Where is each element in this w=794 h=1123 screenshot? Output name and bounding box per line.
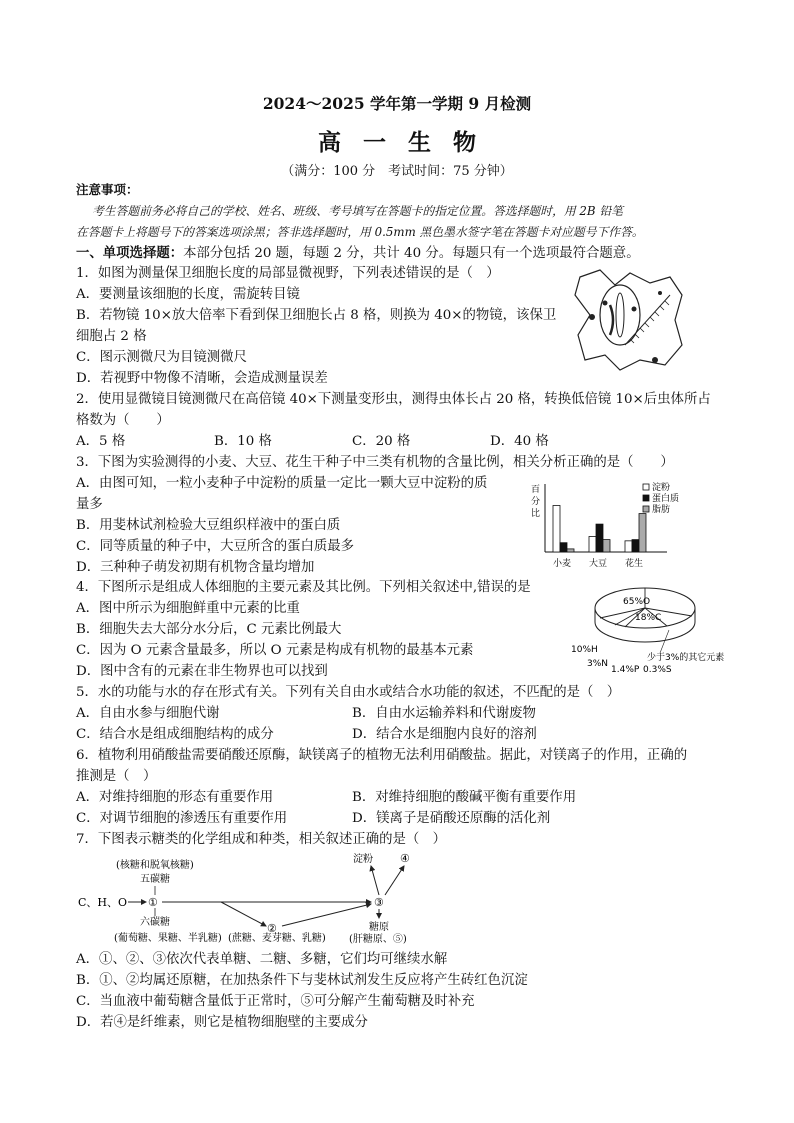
q3-option-d: D．三种种子萌发初期有机物含量均增加 — [76, 560, 315, 575]
q4-option-b: B．细胞失去大部分水分后，C 元素比例最大 — [76, 622, 342, 637]
bar-1-2 — [603, 540, 610, 552]
q1-option-c: C．图示测微尺为目镜测微尺 — [76, 350, 247, 365]
q7-option-a: A．①、②、③依次代表单糖、二糖、多糖，它们均可继续水解 — [76, 952, 448, 967]
q4-option-c: C．因为 O 元素含量最多，所以 O 元素是构成有机物的最基本元素 — [76, 643, 474, 658]
q4-stem: 4．下图所示是组成人体细胞的主要元素及其比例。下列相关叙述中,错误的是 — [76, 580, 531, 595]
diagram-node-1: ① — [148, 896, 158, 909]
legend-label: 淀粉 — [652, 483, 671, 493]
legend-label: 蛋白质 — [652, 494, 680, 504]
bar-2-1 — [632, 540, 639, 552]
q2-stem-cont: 格数为（ ） — [76, 413, 170, 428]
q2-stem: 2．使用显微镜目镜测微尺在高倍镜 40×下测量变形虫，测得虫体长占 20 格，转换低倍镜 10×后虫体所占 — [76, 392, 711, 407]
q5-option-c: C．结合水是组成细胞结构的成分 — [76, 727, 274, 742]
chart-ylabel-2: 分 — [531, 497, 541, 507]
q6-option-a: A．对维持细胞的形态有重要作用 — [76, 790, 274, 805]
bar-2-2 — [639, 514, 646, 552]
q2-option-b: B．10 格 — [214, 434, 272, 449]
pie-label-c: 18%C — [635, 613, 662, 623]
pie-label-o: 65%O — [623, 597, 651, 607]
q3-stem: 3．下图为实验测得的小麦、大豆、花生干种子中三类有机物的含量比例，相关分析正确的是（ ） — [76, 455, 674, 470]
seed-composition-chart — [525, 478, 680, 570]
q6-option-c: C．对调节细胞的渗透压有重要作用 — [76, 811, 288, 826]
bar-1-1 — [596, 524, 603, 552]
subject-title: 高一生物 — [318, 129, 498, 156]
pie-label-h: 10%H — [571, 645, 598, 655]
x-tick-label: 大豆 — [589, 559, 608, 569]
diagram-node-4: ④ — [400, 852, 410, 865]
pie-label-s: 0.3%S — [643, 665, 672, 675]
q6-stem-cont: 推测是（ ） — [76, 769, 157, 784]
q5-option-d: D．结合水是细胞内良好的溶剂 — [352, 727, 537, 742]
bar-0-0 — [553, 506, 560, 553]
section-1-title: 一、单项选择题： — [76, 245, 184, 261]
bar-0-1 — [560, 543, 567, 552]
diagram-glycogen: 糖原 — [369, 922, 389, 933]
q6-option-b: B．对维持细胞的酸碱平衡有重要作用 — [352, 790, 577, 805]
legend-swatch — [643, 495, 649, 501]
x-tick-label: 花生 — [625, 559, 644, 569]
diagram-starch: 淀粉 — [353, 854, 373, 865]
notice-line-1: 考生答题前务必将自己的学校、姓名、班级、考号填写在答题卡的指定位置。答选择题时，用 2B 铅笔 — [92, 204, 623, 218]
diagram-glycogen-list: (肝糖原、⑤) — [349, 934, 407, 945]
bar-0-2 — [567, 549, 574, 552]
q5-option-b: B．自由水运输养料和代谢废物 — [352, 706, 536, 721]
q1-stem: 1．如图为测量保卫细胞长度的局部显微视野，下列表述错误的是（ ） — [76, 266, 500, 281]
section-1-header — [76, 243, 640, 264]
q7-stem: 7．下图表示糖类的化学组成和种类，相关叙述正确的是（ ） — [76, 832, 447, 847]
sugar-classification-diagram — [76, 848, 436, 948]
diagram-node-3: ③ — [374, 896, 384, 909]
x-tick-label: 小麦 — [553, 559, 572, 569]
element-pie-chart — [565, 580, 725, 680]
q3-option-b: B．用斐林试剂检验大豆组织样液中的蛋白质 — [76, 518, 341, 533]
chart-ylabel-3: 比 — [531, 509, 541, 519]
diagram-node-2: ② — [267, 922, 277, 935]
guard-cell-micrograph — [570, 265, 690, 375]
bar-2-0 — [625, 541, 632, 552]
q4-option-d: D．图中含有的元素在非生物界也可以找到 — [76, 664, 328, 679]
chart-ylabel-1: 百 — [531, 485, 541, 495]
legend-swatch — [643, 484, 649, 490]
q7-option-d: D．若④是纤维素，则它是植物细胞壁的主要成分 — [76, 1015, 368, 1030]
notice-heading: 注意事项： — [76, 182, 139, 197]
exam-meta: （满分：100 分 考试时间：75 分钟） — [281, 164, 513, 179]
diagram-hexose: 六碳糖 — [140, 917, 170, 928]
diagram-pentose: 五碳糖 — [140, 874, 170, 885]
pie-label-n: 3%N — [587, 659, 609, 669]
q1-option-b: B．若物镜 10×放大倍率下看到保卫细胞长占 8 格，则换为 40×的物镜，该保卫 — [76, 308, 557, 323]
q1-option-d: D．若视野中物像不清晰，会造成测量误差 — [76, 371, 328, 386]
q5-option-a: A．自由水参与细胞代谢 — [76, 706, 220, 721]
q2-option-a: A．5 格 — [76, 434, 126, 449]
q3-option-a-cont: 量多 — [76, 497, 103, 512]
diagram-hexose-list: (葡萄糖、果糖、半乳糖) — [114, 933, 222, 944]
notice-line-2: 在答题卡上将题号下的答案选项涂黑；答非选择题时，用 0.5mm 黑色墨水签字笔在答题卡对应题号下作答。 — [76, 225, 644, 239]
q3-option-a: A．由图可知，一粒小麦种子中淀粉的质量一定比一颗大豆中淀粉的质 — [76, 476, 488, 491]
q2-option-c: C．20 格 — [352, 434, 411, 449]
q7-option-c: C．当血液中葡萄糖含量低于正常时，⑤可分解产生葡萄糖及时补充 — [76, 994, 475, 1009]
q1-option-a: A．要测量该细胞的长度，需旋转目镜 — [76, 287, 300, 302]
q5-stem: 5．水的功能与水的存在形式有关。下列有关自由水或结合水功能的叙述，不匹配的是（ ） — [76, 685, 621, 700]
diagram-elements: C、H、O — [78, 896, 128, 909]
section-1-desc: 本部分包括 20 题，每题 2 分，共计 40 分。每题只有一个选项最符合题意。 — [183, 246, 640, 261]
exam-title: 2024～2025 学年第一学期 9 月检测 — [262, 94, 532, 113]
q6-stem: 6．植物利用硝酸盐需要硝酸还原酶，缺镁离子的植物无法利用硝酸盐。据此，对镁离子的作用，正确的 — [76, 748, 688, 763]
legend-swatch — [643, 506, 649, 512]
diagram-disaccharide-list: (蔗糖、麦芽糖、乳糖) — [228, 933, 326, 944]
bar-1-0 — [589, 537, 596, 553]
legend-label: 脂肪 — [652, 505, 671, 515]
q1-option-b-cont: 细胞占 2 格 — [76, 329, 147, 344]
q2-option-d: D．40 格 — [490, 434, 549, 449]
q6-option-d: D．镁离子是硝酸还原酶的活化剂 — [352, 811, 551, 826]
q3-option-c: C．同等质量的种子中，大豆所含的蛋白质最多 — [76, 539, 355, 554]
pie-label-other: 少于3%的其它元素 — [647, 653, 725, 663]
diagram-top-note: (核糖和脱氧核糖) — [116, 860, 194, 871]
pie-label-p: 1.4%P — [611, 665, 640, 675]
q4-option-a: A．图中所示为细胞鲜重中元素的比重 — [76, 601, 300, 616]
q7-option-b: B．①、②均属还原糖，在加热条件下与斐林试剂发生反应将产生砖红色沉淀 — [76, 973, 528, 988]
